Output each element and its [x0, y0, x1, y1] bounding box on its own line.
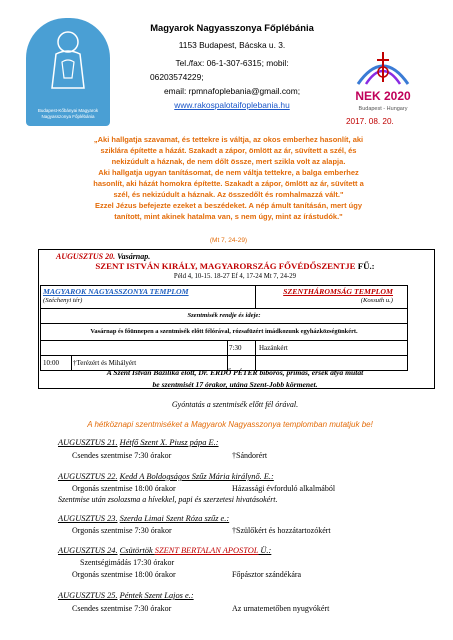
mobile-number: 06203574229;	[150, 72, 204, 82]
day-title: Szerda Limai Szent Róza szűz e.:	[119, 514, 230, 523]
mass-intention-left: †Terézért és Mihályért	[73, 359, 137, 367]
quote-line: „Aki hallgatja szavamat, és tettekre is váltja, az okos emberhez hasonlít, aki	[93, 135, 364, 144]
day-feast-red: SZENT BERTALAN APOSTOL	[154, 546, 259, 555]
feast-rank: FŰ.:	[355, 261, 375, 271]
parish-address: 1153 Budapest, Bácska u. 3.	[178, 40, 286, 50]
day-entry	[58, 591, 194, 600]
quote-line: hasonlít, aki házát homokra építette. Szakadt a zápor, ömlött az ár, süvített a	[93, 179, 364, 188]
mass-line: Orgonás szentmise 18:00 órakor	[72, 484, 176, 493]
basilica-line: be szentmisét 17 órakor, utána Szent-Jobb körmenet.	[152, 380, 318, 389]
quote-line: sziklára építette a házát. Szakadt a zápor, ömlött az ár, süvített a szél, és	[100, 146, 357, 155]
mass-intention: Főpásztor szándékára	[232, 570, 302, 579]
mass-time-left: 10:00	[43, 359, 59, 367]
sunday-readings: Péld 4, 10-15. 18-27 Ef 4, 17-24 Mt 7, 24-29	[173, 273, 297, 280]
sunday-date	[56, 252, 150, 261]
church-left-name: MAGYAROK NAGYASSZONYA TEMPLOM	[43, 287, 189, 296]
feast-title	[40, 261, 430, 271]
phone-line: Tel./fax: 06-1-307-6315; mobil:	[175, 58, 289, 68]
mass-intention: Házassági évforduló alkalmából	[232, 484, 336, 493]
quote-line: Aki hallgatja ugyan tanításomat, de nem váltja tettekre, a balga emberhez	[98, 168, 359, 177]
day-date: AUGUSZTUS 21.	[58, 438, 118, 447]
day-entry	[58, 472, 274, 481]
feast-name: SZENT ISTVÁN KIRÁLY, MAGYARORSZÁG FŐVÉDŐSZENTJE	[95, 261, 356, 271]
day-date: AUGUSZTUS 23.	[58, 514, 118, 523]
basilica-announcement	[40, 367, 430, 391]
nek-logo-sub: Budapest - Hungary	[358, 106, 408, 112]
rosary-note: Vasárnap és főünnepen a szentmisék előtt félórával, rózsafüzért imádkozunk egyházközségünkért.	[41, 324, 407, 341]
basilica-line: A Szent István Bazilika előtt, Dr. ERDŐ PÉTER bíboros, prímás, érsek atya mutat	[106, 368, 364, 377]
quote-line: Ezzel Jézus befejezte ezeket a beszédeket. A nép ámult tanításán, mert úgy	[94, 201, 363, 210]
church-right-location: (Kossuth u.)	[360, 297, 393, 304]
day-date: AUGUSZTUS 25.	[58, 591, 118, 600]
day-title: Kedd A Boldogságos Szűz Mária királynő. E.:	[119, 472, 274, 481]
day-entry	[58, 546, 271, 555]
column-divider	[255, 286, 256, 308]
mass-line: Orgonás szentmise 18:00 órakor	[72, 570, 176, 579]
day-feast-rank: Ü.:	[258, 546, 272, 555]
mass-intention: †Sándorért	[232, 451, 268, 460]
madonna-icon	[26, 18, 110, 98]
mass-intention: †Szülőkért és hozzátartozókért	[232, 526, 331, 535]
eucharistic-congress-icon	[338, 44, 428, 116]
quote-line: szél, és nekizúdult a háznak. Az összedőlt és romhalmazzá vált."	[113, 190, 344, 199]
sunday-weekday: Vasárnap.	[117, 252, 151, 261]
mass-line: Orgonás szentmise 7:30 órakor	[72, 526, 172, 535]
column-divider	[255, 341, 256, 355]
quote-line: nekizúdult a háznak, de nem dőlt össze, mert szikla volt az alapja.	[111, 157, 346, 166]
day-entry	[58, 438, 219, 447]
mass-row	[41, 341, 407, 356]
church-right-name: SZENTHÁROMSÁG TEMPLOM	[283, 287, 393, 296]
day-date: AUGUSZTUS 22.	[58, 472, 118, 481]
mass-line: Csendes szentmise 7:30 órakor	[72, 604, 172, 613]
website-link[interactable]: www.rakospalotaifoplebania.hu	[174, 100, 290, 110]
mass-time-right: 7:30	[229, 344, 242, 352]
day-title: Csütörtök	[119, 546, 155, 555]
mass-line: Csendes szentmise 7:30 órakor	[72, 451, 172, 460]
mass-line: Szentségimádás 17:30 órakor	[80, 558, 175, 567]
column-divider	[227, 341, 228, 355]
nek-logo-text: NEK 2020	[355, 89, 411, 103]
mass-schedule-table	[40, 285, 408, 371]
mass-intention-right: Hazánkért	[259, 344, 288, 352]
gospel-quote	[26, 134, 431, 222]
church-header-row	[41, 286, 407, 309]
parish-title: Magyarok Nagyasszonya Főplébánia	[150, 22, 314, 33]
logo-caption: Budapest-Kőbányai Magyarok Nagyasszonya Főplébánia	[37, 108, 99, 119]
mass-intention: Az urnatemetőben nyugvókért	[232, 604, 330, 613]
email-line: email: rpmnafoplebania@gmail.com;	[163, 86, 301, 96]
day-date: AUGUSZTUS 24.	[58, 546, 118, 555]
vespers-note: Szentmise után zsolozsma a hívekkel, papi és szerzetesi hivatásokért.	[58, 495, 278, 504]
quote-reference: (Mt 7, 24-29)	[209, 237, 248, 244]
quote-line: tanított, mint akinek hatalma van, s nem úgy, mint az írástudók."	[114, 212, 343, 221]
nek-2020-logo	[338, 44, 428, 116]
bulletin-date: 2017. 08. 20.	[346, 117, 394, 126]
parish-logo	[26, 18, 110, 126]
day-title: Hétfő Szent X. Piusz pápa E.:	[119, 438, 219, 447]
church-left-location: (Széchenyi tér)	[43, 297, 83, 304]
confession-note: Gyóntatás a szentmisék előtt fél órával.	[171, 400, 299, 409]
day-entry	[58, 514, 229, 523]
weekday-mass-note: A hétköznapi szentmiséket a Magyarok Nagyasszonya templomban mutatjuk be!	[87, 420, 373, 429]
mass-order-heading: Szentmisék rendje és ideje:	[41, 309, 407, 324]
day-title: Péntek Szent Lajos e.:	[119, 591, 194, 600]
sunday-date-label: AUGUSZTUS 20.	[56, 252, 116, 261]
